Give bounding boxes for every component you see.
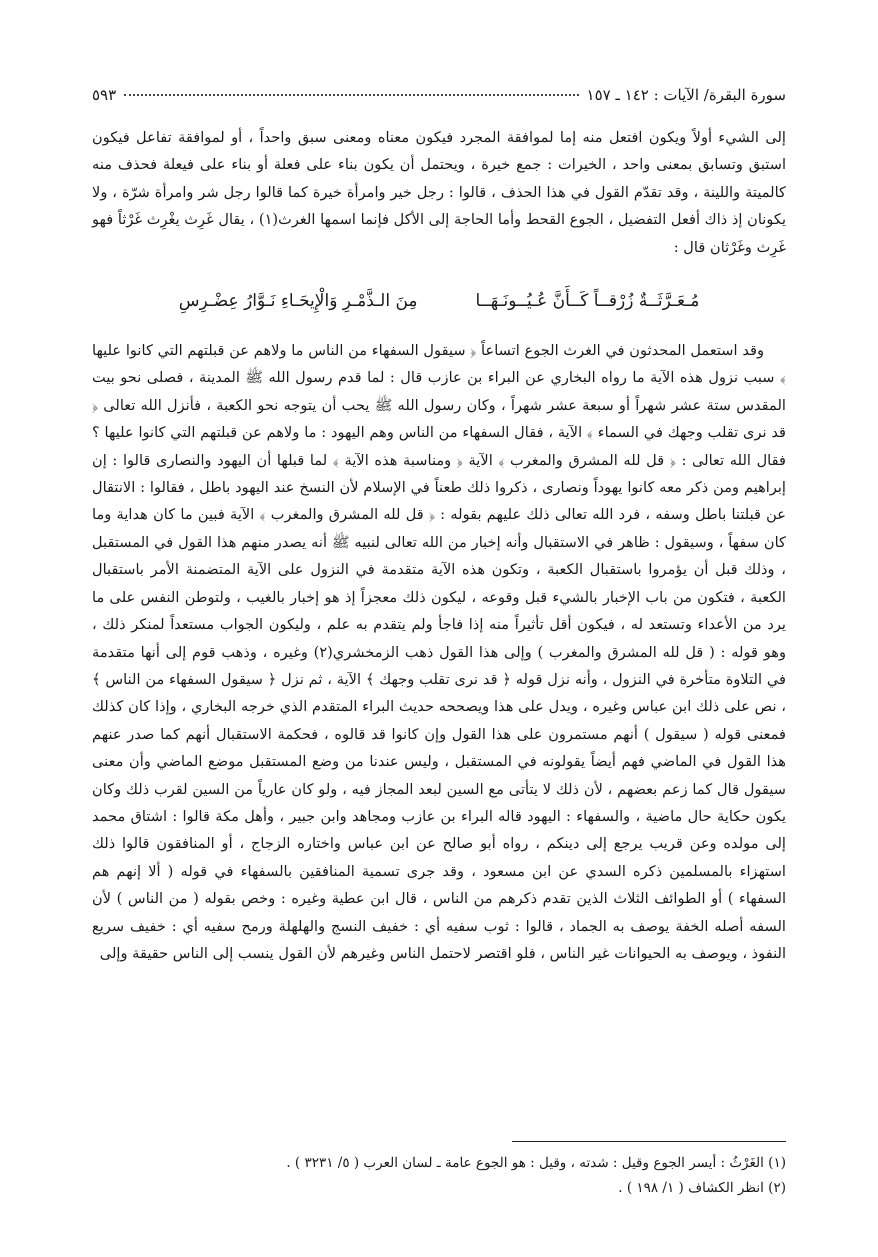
footnote-2: (٢) انظر الكشاف ( ١/ ١٩٨ ) . (618, 1180, 786, 1196)
page-number: ٥٩٣ (92, 86, 117, 104)
running-header (92, 86, 786, 112)
surah-title: سورة البقرة/ الآيات : ١٤٢ ـ ١٥٧ (586, 86, 786, 104)
main-text (92, 124, 786, 967)
verse-first-hemistich: مُـعَـرَّثَــةٌ زُرْقــاً كَــأَنَّ عُـيُــونَـهَــا (475, 291, 700, 312)
verse-second-hemistich: مِنَ الـذَّمْـرِ وَالْإِيحَـاءِ نَـوَّارُ عِضْـرِسِ (178, 291, 418, 312)
poetry-verse (92, 287, 786, 315)
footnote-1: (١) الغَرْثُ : أيسر الجوع وقيل : شدته ، وقيل : هو الجوع عامة ـ لسان العرب ( ٥/ ٣٢٣١ ) . (286, 1155, 786, 1171)
paragraph-1: إلى الشيء أولاً ويكون افتعل منه إما لموافقة المجرد فيكون معناه ومعنى سبق واحداً ، أو لموافقة تفاعل فيكون استبق وتسابق بمعنى واحد ، الخيرات : جمع خيرة ، ويحتمل أن يكون بناء على فعلة أو بناء على فيعلة فحذف منه كالميتة واللينة ، وقد تقدّم القول في هذا الحذف ، قالوا : رجل خير وامرأة خيرة كما قالوا رجل شر وامرأة شرّة ، ولا يكونان إذ ذاك أفعل التفضيل ، الجوع القحط وأما الحاجة إلى الأكل فإنما اسمها الغرث(١) ، يقال غَرِث يغْرِث غَرْثاً فهو غَرِث وغَرْثان قال : (92, 129, 787, 256)
paragraph-2: وقد استعمل المحدثون في الغرث الجوع اتساعاً ﴿ سيقول السفهاء من الناس ما ولاهم عن قبلتهم التي كانوا عليها ﴾ سبب نزول هذه الآية ما رواه البخاري عن البراء بن عازب قال : لما قدم رسول الله ﷺ المدينة ، فصلى نحو بيت المقدس ستة عشر شهراً أو سبعة عشر شهراً ، وكان رسول الله ﷺ يحب أن يتوجه نحو الكعبة ، فأنزل الله تعالى ﴿ قد نرى تقلب وجهك في السماء ﴾ الآية ، فقال السفهاء من الناس وهم اليهود : ما ولاهم عن قبلتهم التي كانوا عليها ؟ فقال الله تعالى : ﴿ قل لله المشرق والمغرب ﴾ الآية ﴿ ومناسبة هذه الآية ﴾ لما قبلها أن اليهود والنصارى قالوا : إن إبراهيم ومن ذكر معه كانوا يهوداً ونصارى ، ذكروا ذلك طعناً في الإسلام لأن النسخ عند اليهود باطل ، فقالوا : الانتقال عن قبلتنا باطل وسفه ، فرد الله تعالى ذلك عليهم بقوله : ﴿ قل لله المشرق والمغرب ﴾ الآية فبين ما كان هداية وما كان سفهاً ، وسيقول : ظاهر في الاستقبال وأنه إخبار من الله تعالى لنبيه ﷺ أنه يصدر منهم هذا القول في المستقبل ، وذلك قبل أن يؤمروا باستقبال الكعبة ، وتكون هذه الآية متقدمة في النزول على الآية المتضمنة الأمر باستقبال الكعبة ، فتكون من باب الإخبار بالشيء قبل وقوعه ، ليكون ذلك معجزاً إذ هو إخبار بالغيب ، ولتوطن النفس على ما يرد من الأعداء وتستعد له ، فيكون أقل تأثيراً منه إذا فاجأ ولم يتقدم به علم ، وليكون الجواب مستعداً لمنكر ذلك ، وهو قوله : ( قل لله المشرق والمغرب ) وإلى هذا القول ذهب الزمخشري(٢) وغيره ، وذهب قوم إلى أنها متقدمة في التلاوة متأخرة في النزول ، وأنه نزل قوله ﴿ قد نرى تقلب وجهك ﴾ الآية ، ثم نزل ﴿ سيقول السفهاء من الناس ﴾ ، نص على ذلك ابن عباس وغيره ، ويدل على هذا ويصححه حديث البراء المتقدم الذي خرجه البخاري ، وإذا كان كذلك فمعنى قوله ( سيقول ) أنهم مستمرون على هذا القول وإن كانوا قد قالوه ، فحكمة الاستقبال أنهم كما صدر عنهم هذا القول في الماضي فهم أيضاً يقولونه في المستقبل ، وليس عندنا من وضع المستقبل موضع الماضي وأن معنى سيقول قال كما زعم بعضهم ، لأن ذلك لا يتأتى مع السين لبعد المجاز فيه ، ولو كان عارياً من السين لقرب ذلك وكان يكون حكاية حال ماضية ، والسفهاء : اليهود قاله البراء بن عازب ومجاهد وابن جبير ، وأهل مكة قالوا : اشتاق محمد إلى مولده وعن قريب يرجع إلى دينكم ، رواه أبو صالح عن ابن عباس واختاره الزجاج ، أو المنافقون قالوا ذلك استهزاء بالمسلمين ذكره السدي عن ابن مسعود ، وقد جرى تسمية المنافقين بالسفهاء في قوله ( ألا إنهم هم السفهاء ) أو الطوائف الثلاث الذين تقدم ذكرهم من الناس ، قال ابن عطية وغيره : وخص بقوله ( من الناس ) لأن السفه أصله الخفة يوصف به الجماد ، قالوا : ثوب سفيه أي : خفيف النسج والهلهلة ورمح سفيه أي : خفيف سريع النفوذ ، ويوصف به الحيوانات غير الناس ، فلو اقتصر لاحتمل الناس وغيرهم لأن القول ينسب إلى الناس حقيقة وإلى (92, 342, 787, 962)
header-dot-leader (124, 94, 578, 96)
footnote-separator (512, 1141, 786, 1142)
footnotes (92, 1151, 786, 1201)
